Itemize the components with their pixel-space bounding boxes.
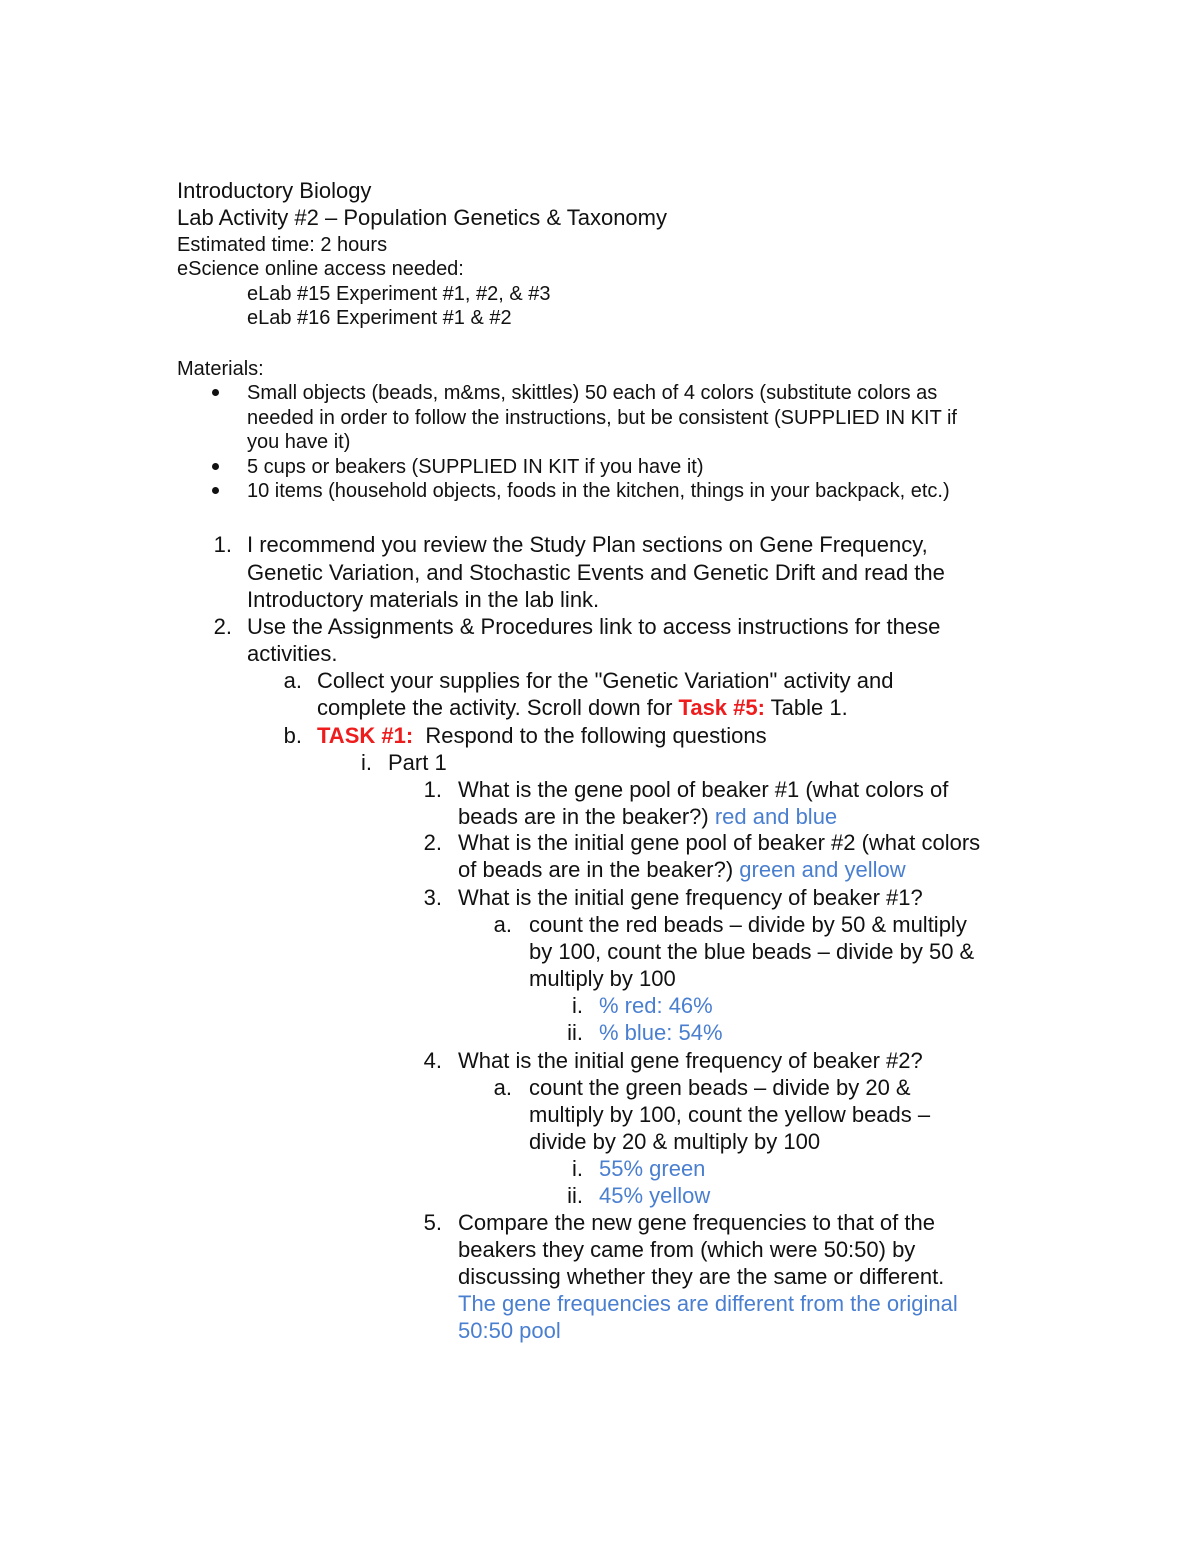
- question-1-line-1: What is the gene pool of beaker #1 (what colors of: [458, 777, 949, 802]
- list-marker: a.: [493, 912, 512, 937]
- list-marker: 3.: [423, 885, 442, 910]
- question-3-sub-line-3: multiply by 100: [529, 966, 676, 991]
- list-marker: 1.: [213, 532, 232, 557]
- list-marker: a.: [493, 1075, 512, 1100]
- step-1-line-1: I recommend you review the Study Plan sections on Gene Frequency,: [247, 532, 928, 557]
- question-1-text: beads are in the beaker?): [458, 804, 715, 829]
- part-1-heading: Part 1: [388, 750, 447, 775]
- material-item-3: 10 items (household objects, foods in the kitchen, things in your backpack, etc.): [247, 480, 950, 502]
- step-2-line-2: activities.: [247, 641, 338, 666]
- material-item-2: 5 cups or beakers (SUPPLIED IN KIT if you have it): [247, 456, 704, 478]
- access-label: eScience online access needed:: [177, 258, 464, 280]
- question-5-line-3: discussing whether they are the same or different.: [458, 1264, 945, 1289]
- estimated-time: Estimated time: 2 hours: [177, 234, 388, 256]
- question-2-answer: green and yellow: [739, 857, 906, 882]
- list-marker: ii.: [567, 1183, 583, 1208]
- material-item-1-line-1: Small objects (beads, m&ms, skittles) 50 each of 4 colors (substitute colors as: [247, 382, 938, 404]
- list-marker: 1.: [423, 777, 442, 802]
- question-2-line-1: What is the initial gene pool of beaker #2 (what colors: [458, 830, 981, 855]
- step-1-line-3: Introductory materials in the lab link.: [247, 587, 600, 612]
- question-1-line-2: [458, 806, 837, 828]
- step-2b-text: Respond to the following questions: [413, 723, 767, 748]
- question-3-sub-line-2: by 100, count the blue beads – divide by 50 &: [529, 939, 975, 964]
- question-3-answer-blue: % blue: 54%: [599, 1020, 723, 1045]
- step-2a-line-2: [317, 697, 848, 719]
- question-5-answer-line-1: The gene frequencies are different from the original: [458, 1291, 958, 1316]
- question-4-text: What is the initial gene frequency of beaker #2?: [458, 1048, 923, 1073]
- question-5-answer-line-2: 50:50 pool: [458, 1318, 561, 1343]
- question-4-answer-yellow: 45% yellow: [599, 1183, 711, 1208]
- question-2-text: of beads are in the beaker?): [458, 857, 740, 882]
- material-item-1-line-2: needed in order to follow the instructions, but be consistent (SUPPLIED IN KIT if: [247, 407, 957, 429]
- list-marker: i.: [361, 750, 372, 775]
- bullet-icon: [212, 389, 219, 396]
- question-3-text: What is the initial gene frequency of beaker #1?: [458, 885, 923, 910]
- bullet-icon: [212, 487, 219, 494]
- bullet-icon: [212, 463, 219, 470]
- step-2-line-1: Use the Assignments & Procedures link to access instructions for these: [247, 614, 941, 639]
- question-4-sub-line-2: multiply by 100, count the yellow beads –: [529, 1102, 931, 1127]
- list-marker: a.: [283, 668, 302, 693]
- elab-line-1: eLab #15 Experiment #1, #2, & #3: [247, 283, 551, 305]
- question-4-sub-line-3: divide by 20 & multiply by 100: [529, 1129, 821, 1154]
- step-2a-text: complete the activity. Scroll down for: [317, 695, 679, 720]
- elab-line-2: eLab #16 Experiment #1 & #2: [247, 307, 512, 329]
- list-marker: i.: [572, 993, 583, 1018]
- step-2a-line-1: Collect your supplies for the "Genetic Variation" activity and: [317, 668, 894, 693]
- question-5-line-2: beakers they came from (which were 50:50) by: [458, 1237, 916, 1262]
- task-1-label: TASK #1:: [317, 723, 414, 748]
- step-2b-line: [317, 725, 767, 747]
- question-4-sub-line-1: count the green beads – divide by 20 &: [529, 1075, 911, 1100]
- question-3-sub-line-1: count the red beads – divide by 50 & multiply: [529, 912, 967, 937]
- list-marker: 5.: [423, 1210, 442, 1235]
- question-3-answer-red: % red: 46%: [599, 993, 713, 1018]
- lab-title: Lab Activity #2 – Population Genetics & Taxonomy: [177, 205, 667, 230]
- list-marker: 2.: [423, 830, 442, 855]
- course-title: Introductory Biology: [177, 178, 372, 203]
- step-2a-table-ref: Table 1.: [764, 695, 848, 720]
- material-item-1-line-3: you have it): [247, 431, 351, 453]
- list-marker: ii.: [567, 1020, 583, 1045]
- question-2-line-2: [458, 859, 906, 881]
- step-1-line-2: Genetic Variation, and Stochastic Events and Genetic Drift and read the: [247, 560, 945, 585]
- question-5-line-1: Compare the new gene frequencies to that of the: [458, 1210, 935, 1235]
- list-marker: 2.: [213, 614, 232, 639]
- question-1-answer: red and blue: [714, 804, 838, 829]
- list-marker: i.: [572, 1156, 583, 1181]
- materials-heading: Materials:: [177, 358, 264, 380]
- question-4-answer-green: 55% green: [599, 1156, 706, 1181]
- task-5-label: Task #5:: [678, 695, 765, 720]
- list-marker: 4.: [423, 1048, 442, 1073]
- list-marker: b.: [283, 723, 302, 748]
